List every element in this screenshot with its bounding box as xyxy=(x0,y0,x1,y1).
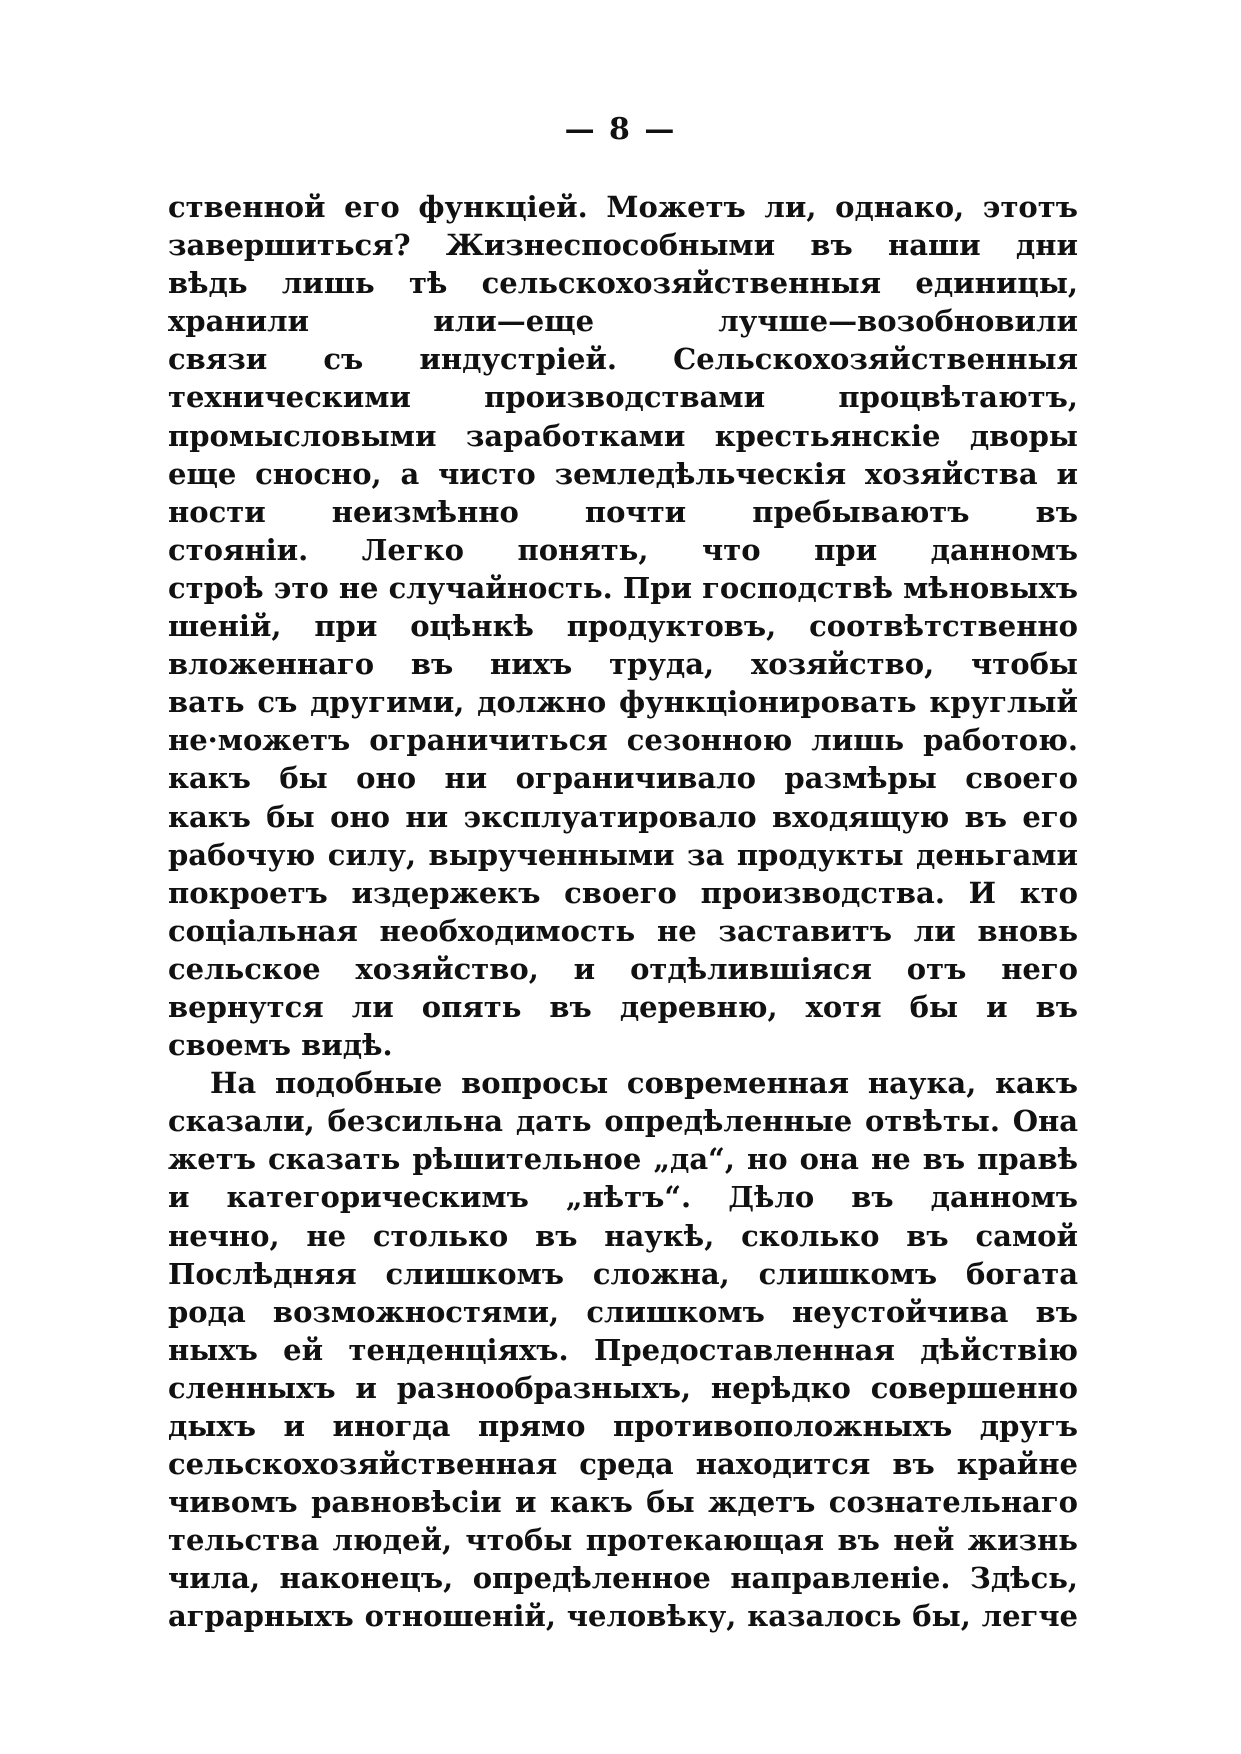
text-line: сельское хозяйство, и отдѣлившіяся отъ него xyxy=(168,951,1078,986)
text-line: рода возможностями, слишкомъ неустойчива въ xyxy=(168,1294,1078,1329)
paragraph-1 xyxy=(168,188,1078,1064)
text-line: сказали, безсильна дать опредѣленные отвѣты. Она xyxy=(168,1104,1078,1139)
text-line: соціальная необходимость не заставитъ ли вновь xyxy=(168,913,1078,948)
text-line: нечно, не столько въ наукѣ, сколько въ самой xyxy=(168,1218,1078,1253)
text-line: еще сносно, а чисто земледѣльческія хозяйства и xyxy=(168,456,1078,491)
text-line: сленныхъ и разнообразныхъ, нерѣдко совершенно xyxy=(168,1370,1078,1405)
text-line: аграрныхъ отношеній, человѣку, казалось бы, легче xyxy=(168,1599,1078,1634)
text-line: и категорическимъ „нѣтъ“. Дѣло въ данномъ xyxy=(168,1180,1078,1215)
text-line: связи съ индустріей. Сельскохозяйственныя xyxy=(168,342,1078,377)
body-text xyxy=(168,188,1078,1636)
text-line: ности неизмѣнно почти пребываютъ въ xyxy=(168,494,1078,529)
text-line: вложеннаго въ нихъ труда, хозяйство, чтобы xyxy=(168,647,1078,682)
text-line: завершиться? Жизнеспособными въ наши дни xyxy=(168,228,1078,263)
text-line: строѣ это не случайность. При господствѣ мѣновыхъ xyxy=(168,570,1078,605)
text-line: чила, наконецъ, опредѣленное направленіе. Здѣсь, xyxy=(168,1561,1078,1596)
text-line: хранили или—еще лучше—возобновили xyxy=(168,304,1078,339)
text-line: промысловыми заработками крестьянскіе дворы xyxy=(168,418,1078,453)
paragraph-2 xyxy=(168,1064,1078,1635)
text-line: какъ бы оно ни эксплуатировало входящую въ его xyxy=(168,799,1078,834)
text-line: дыхъ и иногда прямо противоположныхъ другъ xyxy=(168,1409,1078,1443)
text-line: стояніи. Легко понять, что при данномъ xyxy=(168,532,1078,567)
text-line: техническими производствами процвѣтаютъ, xyxy=(168,380,1078,415)
text-line: своемъ видѣ. xyxy=(168,1028,393,1063)
text-line: вѣдь лишь тѣ сельскохозяйственныя единицы, xyxy=(168,266,1078,301)
text-line: ственной его функціей. Можетъ ли, однако, этотъ xyxy=(168,190,1078,224)
text-line: На подобные вопросы современная наука, какъ xyxy=(210,1066,1078,1101)
text-line: чивомъ равновѣсіи и какъ бы ждетъ сознательнаго xyxy=(168,1485,1078,1520)
text-line: рабочую силу, вырученными за продукты деньгами xyxy=(168,837,1078,872)
text-line: жетъ сказать рѣшительное „да“, но она не въ правѣ xyxy=(168,1142,1078,1177)
text-line: Послѣдняя слишкомъ сложна, слишкомъ богата xyxy=(168,1256,1078,1291)
text-line: тельства людей, чтобы протекающая въ ней жизнь xyxy=(168,1523,1078,1558)
text-line: какъ бы оно ни ограничивало размѣры своего xyxy=(168,761,1078,796)
text-line: покроетъ издержекъ своего производства. И кто xyxy=(168,875,1078,910)
page-number: — 8 — xyxy=(564,112,677,147)
text-line: вернутся ли опять въ деревню, хотя бы и въ xyxy=(168,989,1078,1024)
text-line: сельскохозяйственная среда находится въ крайне xyxy=(168,1447,1078,1482)
text-line: ныхъ ей тенденціяхъ. Предоставленная дѣйствію xyxy=(168,1332,1078,1367)
text-line: вать съ другими, должно функціонировать круглый xyxy=(168,685,1078,720)
text-line: не·можетъ ограничиться сезонною лишь работою. xyxy=(168,723,1078,758)
text-line: шеній, при оцѣнкѣ продуктовъ, соотвѣтственно xyxy=(168,609,1078,644)
